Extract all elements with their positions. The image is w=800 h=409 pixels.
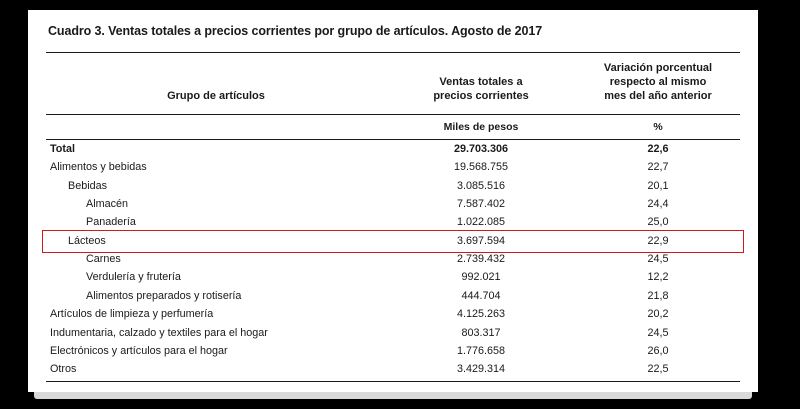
units-blank	[46, 115, 386, 140]
row-sales-value: 3.697.594	[456, 234, 506, 247]
column-header-group: Grupo de artículos	[46, 53, 386, 115]
row-label: Artículos de limpieza y perfumería	[50, 308, 214, 321]
table-container	[46, 24, 740, 382]
column-header-sales-line1: Ventas totales a	[439, 75, 523, 88]
table-head	[46, 53, 740, 140]
row-sales-value: 3.085.516	[456, 179, 506, 192]
table-row	[46, 140, 740, 159]
row-label: Indumentaria, calzado y textiles para el hogar	[50, 326, 268, 339]
units-variation: %	[576, 115, 740, 140]
row-variation-value: 22,9	[647, 234, 669, 247]
row-label: Alimentos preparados y rotisería	[86, 289, 242, 302]
table-row	[46, 324, 740, 342]
table-row	[46, 342, 740, 360]
table-row	[46, 306, 740, 324]
row-label: Verdulería y frutería	[86, 271, 181, 284]
row-sales-value: 803.317	[461, 326, 501, 339]
table-row	[46, 232, 740, 250]
row-label: Carnes	[86, 253, 121, 266]
row-label: Bebidas	[68, 179, 108, 192]
column-header-variation	[576, 53, 740, 115]
row-sales-value: 1.776.658	[456, 344, 506, 357]
row-sales-value: 7.587.402	[456, 198, 506, 211]
row-label: Almacén	[86, 198, 129, 211]
page-shadow	[34, 392, 752, 399]
table-row	[46, 195, 740, 213]
table-row	[46, 177, 740, 195]
row-sales-value: 4.125.263	[456, 308, 506, 321]
row-variation-value: 26,0	[647, 344, 669, 357]
row-sales-value: 29.703.306	[453, 142, 509, 155]
row-variation-value: 22,7	[647, 161, 669, 174]
row-variation-value: 12,2	[647, 271, 669, 284]
column-header-sales-line2: precios corrientes	[433, 89, 529, 102]
row-label: Total	[50, 142, 75, 155]
sales-table	[46, 52, 740, 382]
units-sales: Miles de pesos	[386, 115, 576, 140]
table-body	[46, 140, 740, 382]
row-variation-value: 20,2	[647, 308, 669, 321]
table-row	[46, 159, 740, 177]
row-sales-value: 19.568.755	[453, 161, 509, 174]
table-title: Cuadro 3. Ventas totales a precios corrientes por grupo de artículos. Agosto de 2017	[48, 24, 543, 38]
table-row	[46, 287, 740, 305]
row-sales-value: 3.429.314	[386, 361, 576, 382]
table-row	[46, 269, 740, 287]
row-variation-value: 22,6	[647, 142, 669, 155]
column-header-variation-line2: respecto al mismo	[609, 75, 707, 88]
row-variation-value: 24,4	[647, 198, 669, 211]
table-row	[46, 361, 740, 382]
row-sales-value: 992.021	[461, 271, 501, 284]
row-sales-value: 1.022.085	[456, 216, 506, 229]
row-variation-value: 20,1	[647, 179, 669, 192]
table-row	[46, 251, 740, 269]
row-sales-value: 444.704	[461, 289, 501, 302]
row-sales-value: 2.739.432	[456, 253, 506, 266]
column-header-variation-line1: Variación porcentual	[603, 62, 713, 74]
row-variation-value: 21,8	[647, 289, 669, 302]
row-variation-value: 24,5	[647, 253, 669, 266]
table-row	[46, 214, 740, 232]
row-label: Otros	[46, 361, 386, 382]
row-variation-value: 24,5	[647, 326, 669, 339]
row-variation-value: 25,0	[647, 216, 669, 229]
row-label: Alimentos y bebidas	[50, 161, 147, 174]
row-label: Panadería	[86, 216, 136, 229]
column-header-variation-line3: mes del año anterior	[604, 89, 712, 102]
row-label: Lácteos	[68, 234, 106, 247]
document-page	[28, 10, 758, 392]
row-label: Electrónicos y artículos para el hogar	[50, 344, 228, 357]
column-header-sales	[386, 53, 576, 115]
row-variation-value: 22,5	[576, 361, 740, 382]
